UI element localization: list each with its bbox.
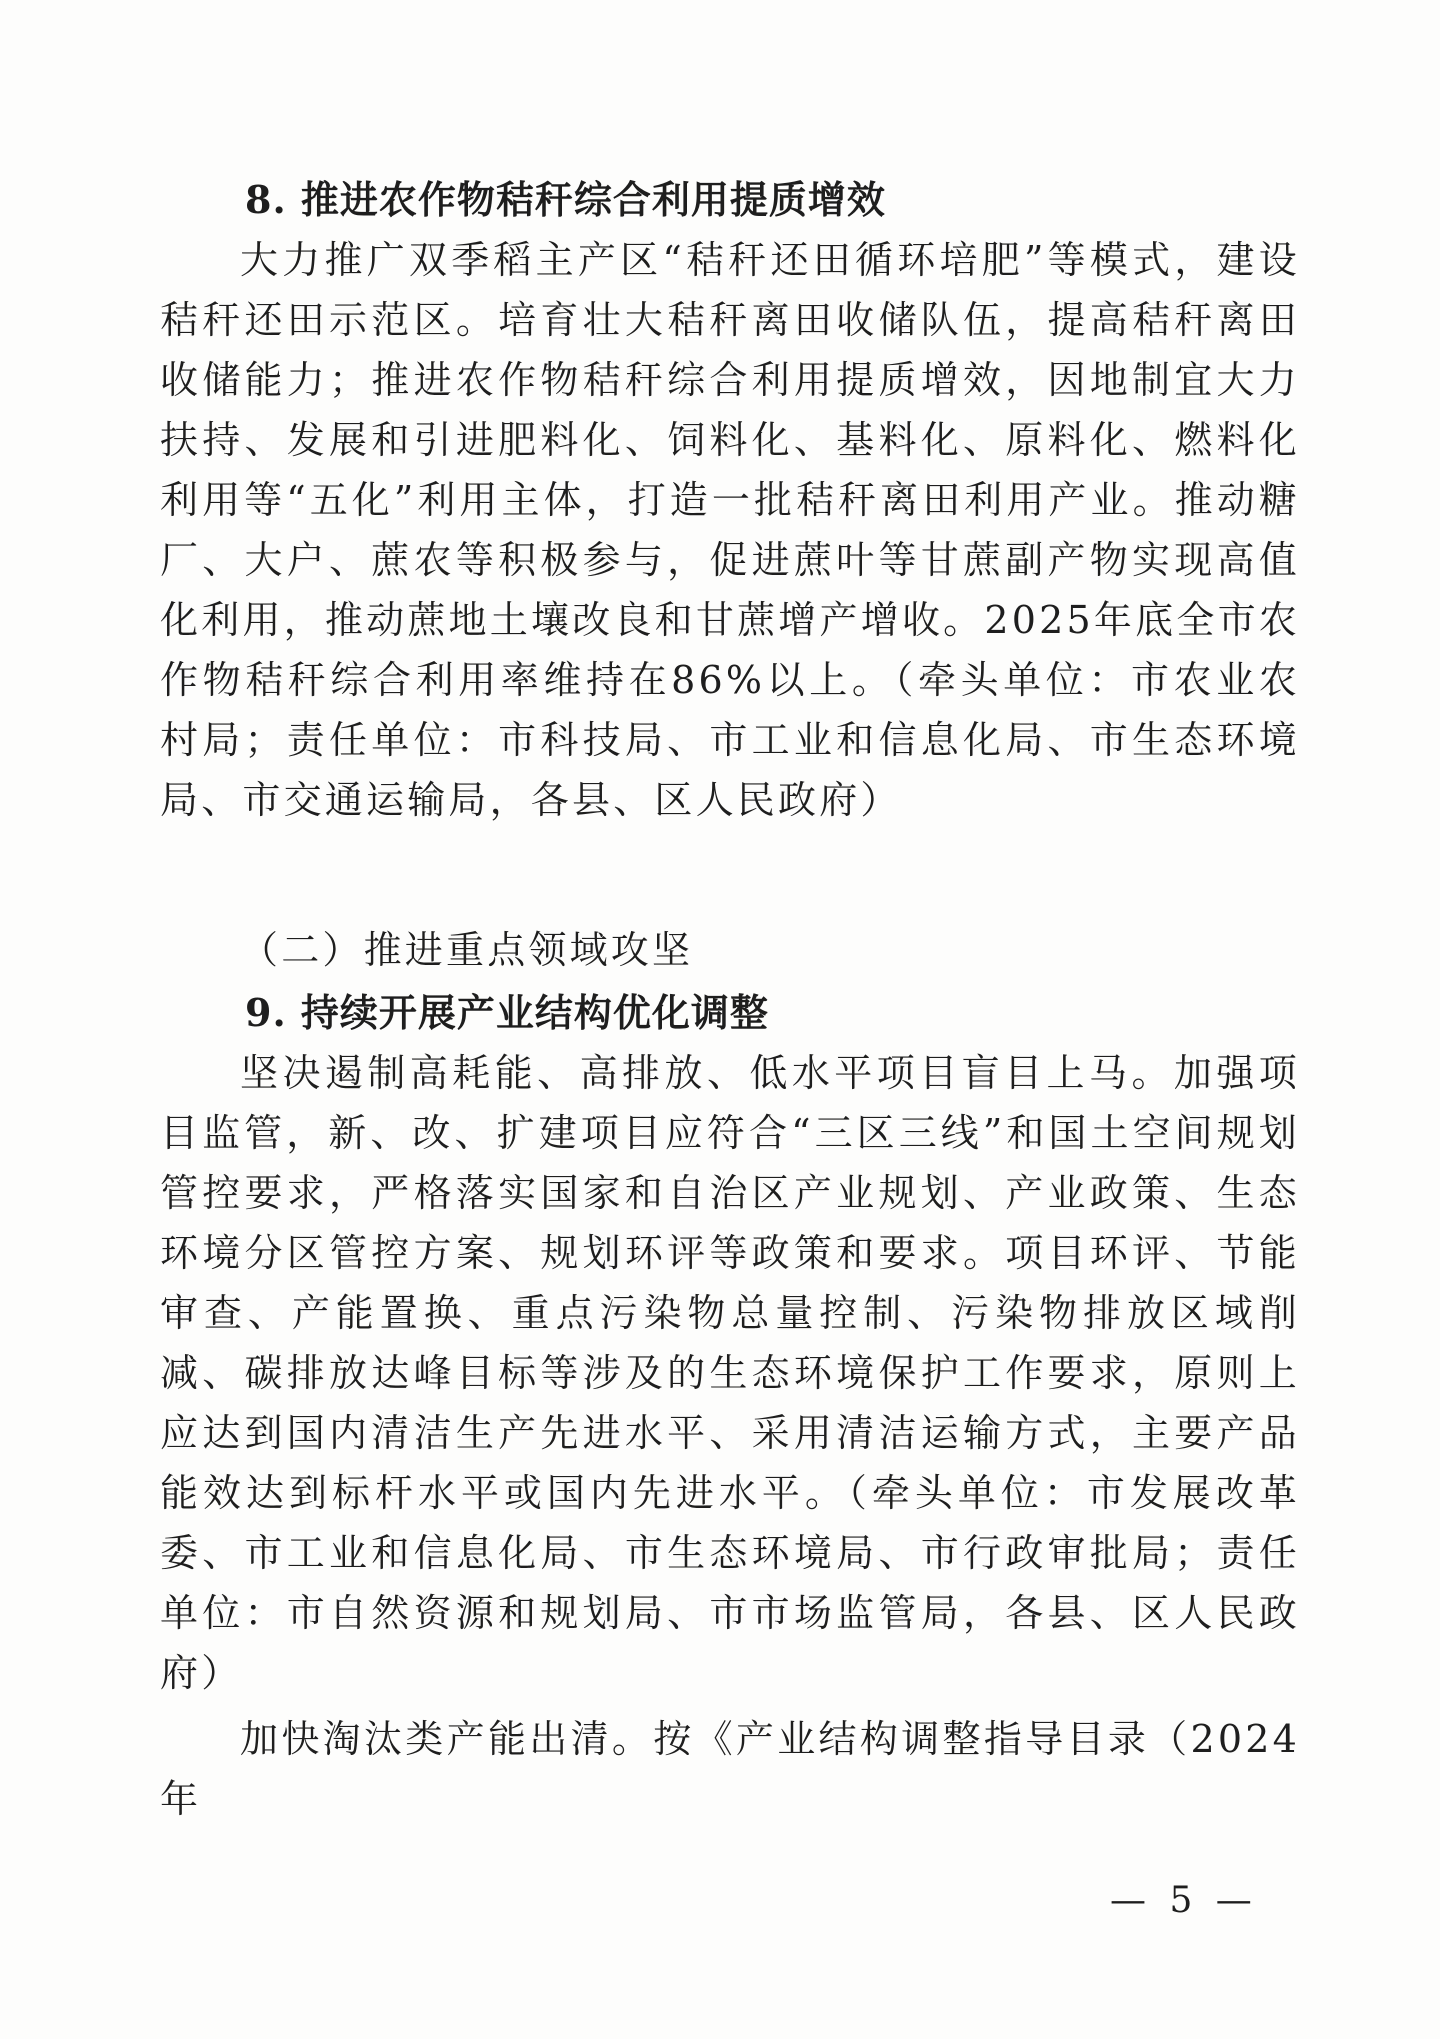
page-number: — 5 — [1110, 1880, 1258, 1921]
section-8-heading: 8. 推进农作物秸秆综合利用提质增效 [245, 177, 886, 222]
subsection-2-heading: （二）推进重点领域攻坚 [240, 928, 694, 972]
section-9-heading: 9. 持续开展产业结构优化调整 [245, 990, 769, 1035]
section-9 [160, 983, 1300, 1829]
section-9-paragraph-1: 坚决遏制高耗能、高排放、低水平项目盲目上马。加强项目监管，新、改、扩建项目应符合“三区三线”和国土空间规划管控要求，严格落实国家和自治区产业规划、产业政策、生态环境分区管控方案、规划环评等政策和要求。项目环评、节能审查、产能置换、重点污染物总量控制、污染物排放区域削减、碳排放达峰目标等涉及的生态环境保护工作要求，原则上应达到国内清洁生产先进水平、采用清洁运输方式，主要产品能效达到标杆水平或国内先进水平。（牵头单位：市发展改革委、市工业和信息化局、市生态环境局、市行政审批局；责任单位：市自然资源和规划局、市市场监管局，各县、区人民政府） [160, 1051, 1300, 1695]
section-8-paragraph: 大力推广双季稻主产区“秸秆还田循环培肥”等模式，建设秸秆还田示范区。培育壮大秸秆离田收储队伍，提高秸秆离田收储能力；推进农作物秸秆综合利用提质增效，因地制宜大力扶持、发展和引进肥料化、饲料化、基料化、原料化、燃料化利用等“五化”利用主体，打造一批秸秆离田利用产业。推动糖厂、大户、蔗农等积极参与，促进蔗叶等甘蔗副产物实现高值化利用，推动蔗地土壤改良和甘蔗增产增收。2025年底全市农作物秸秆综合利用率维持在86%以上。（牵头单位：市农业农村局；责任单位：市科技局、市工业和信息化局、市生态环境局、市交通运输局，各县、区人民政府） [160, 238, 1300, 822]
section-8 [160, 170, 1300, 830]
subsection-2 [160, 920, 1300, 980]
section-9-paragraph-2: 加快淘汰类产能出清。按《产业结构调整指导目录（2024年 [160, 1717, 1300, 1821]
